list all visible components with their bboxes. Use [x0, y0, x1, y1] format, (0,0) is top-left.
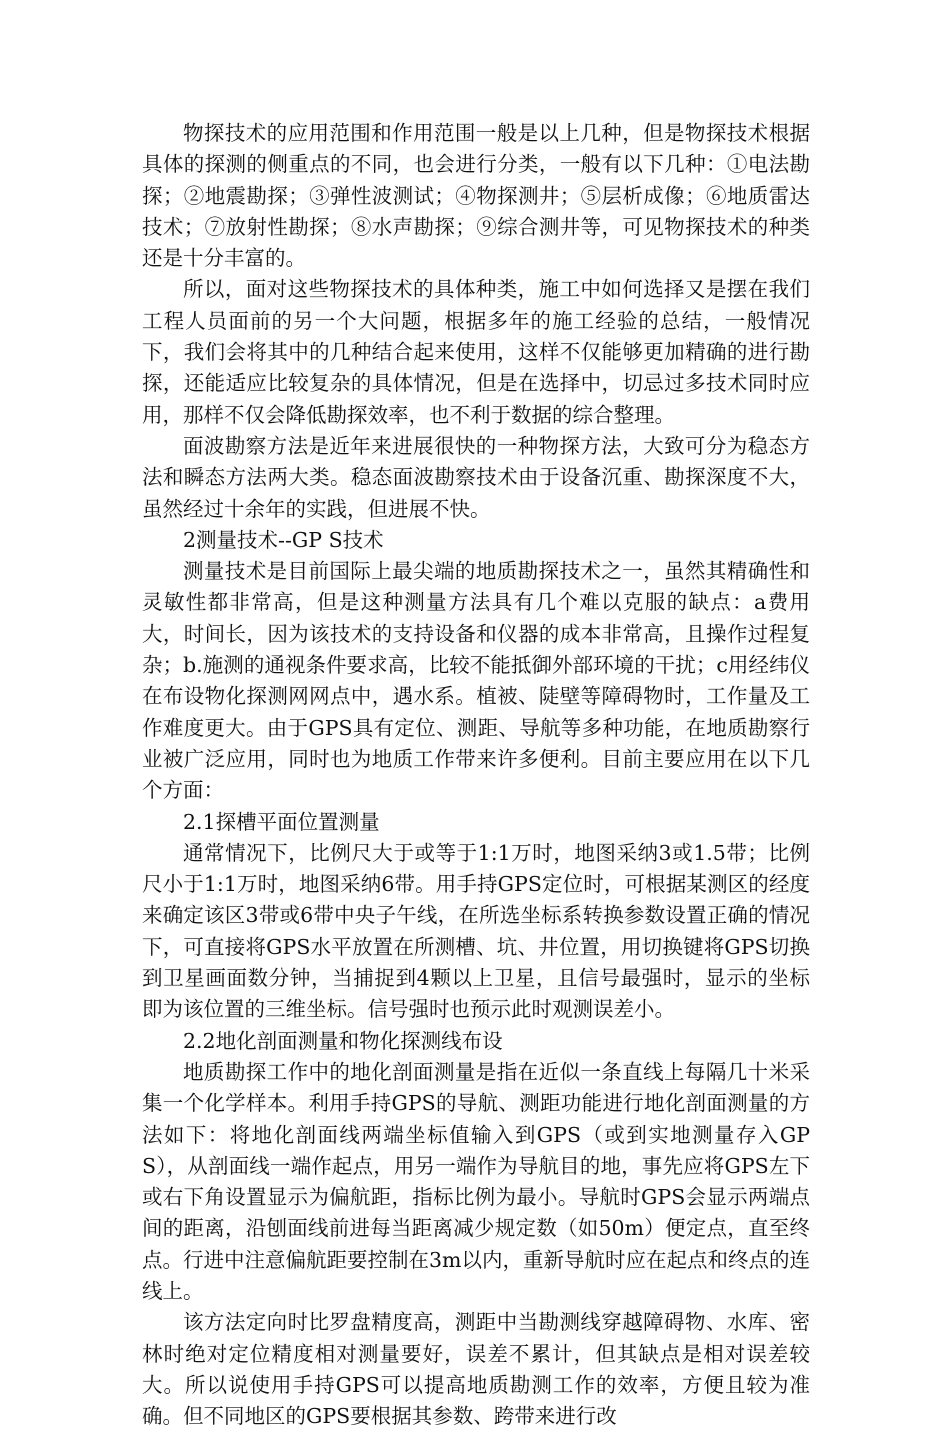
section-heading-gps: 2测量技术--GP S技术	[183, 527, 384, 552]
paragraph-method-selection: 所以，面对这些物探技术的具体种类，施工中如何选择又是摆在我们工程人员面前的另一个大问题，根据多年的施工经验的总结，一般情况下，我们会将其中的几种结合起来使用，这样不仅能够更加精确的进行勘探，还能适应比较复杂的具体情况，但是在选择中，切忌过多技术同时应用，那样不仅会降低勘探效率，也不利于数据的综合整理。	[142, 277, 810, 427]
paragraph-surface-wave: 面波勘察方法是近年来进展很快的一种物探方法，大致可分为稳态方法和瞬态方法两大类。稳态面波勘察技术由于设备沉重、勘探深度不大，虽然经过十余年的实践，但进展不快。	[142, 433, 810, 521]
paragraph-geophysical-types: 物探技术的应用范围和作用范围一般是以上几种，但是物探技术根据具体的探测的侧重点的不同，也会进行分类，一般有以下几种：①电法勘探；②地震勘探；③弹性波测试；④物探测井；⑤层析成像；⑥地质雷达技术；⑦放射性勘探；⑧水声勘探；⑨综合测井等，可见物探技术的种类还是十分丰富的。	[142, 121, 810, 271]
paragraph-orientation-accuracy: 该方法定向时比罗盘精度高，测距中当勘测线穿越障碍物、水库、密林时绝对定位精度相对测量要好，误差不累计，但其缺点是相对误差较大。所以说使用手持GPS可以提高地质勘测工作的效率，方便且较为准确。但不同地区的GPS要根据其参数、跨带来进行改	[142, 1310, 810, 1429]
section-heading-trench-position: 2.1探槽平面位置测量	[183, 809, 380, 834]
section-heading-geochem-profile: 2.2地化剖面测量和物化探测线布设	[183, 1028, 503, 1053]
paragraph-trench-position: 通常情况下，比例尺大于或等于1:1万时，地图采纳3或1.5带；比例尺小于1:1万时，地图采纳6带。用手持GPS定位时，可根据某测区的经度来确定该区3带或6带中央子午线，在所选坐标系转换参数设置正确的情况下，可直接将GPS水平放置在所测槽、坑、井位置，用切换键将GPS切换到卫星画面数分钟，当捕捉到4颗以上卫星，且信号最强时，显示的坐标即为该位置的三维坐标。信号强时也预示此时观测误差小。	[142, 840, 810, 1022]
document-page	[142, 118, 810, 1432]
paragraph-measurement-tech: 测量技术是目前国际上最尖端的地质勘探技术之一，虽然其精确性和灵敏性都非常高，但是这种测量方法具有几个难以克服的缺点：a费用大，时间长，因为该技术的支持设备和仪器的成本非常高，且操作过程复杂；b.施测的通视条件要求高，比较不能抵御外部环境的干扰；c用经纬仪在布设物化探测网网点中，遇水系。植被、陡壁等障碍物时，工作量及工作难度更大。由于GPS具有定位、测距、导航等多种功能，在地质勘察行业被广泛应用，同时也为地质工作带来许多便利。目前主要应用在以下几个方面：	[142, 559, 810, 803]
paragraph-geochem-profile: 地质勘探工作中的地化剖面测量是指在近似一条直线上每隔几十米采集一个化学样本。利用手持GPS的导航、测距功能进行地化剖面测量的方法如下：将地化剖面线两端坐标值输入到GPS（或到实地测量存入GPS），从剖面线一端作起点，用另一端作为导航目的地，事先应将GPS左下或右下角设置显示为偏航距，指标比例为最小。导航时GPS会显示两端点间的距离，沿刨面线前进每当距离减少规定数（如50m）便定点，直至终点。行进中注意偏航距要控制在3m以内，重新导航时应在起点和终点的连线上。	[142, 1059, 810, 1303]
